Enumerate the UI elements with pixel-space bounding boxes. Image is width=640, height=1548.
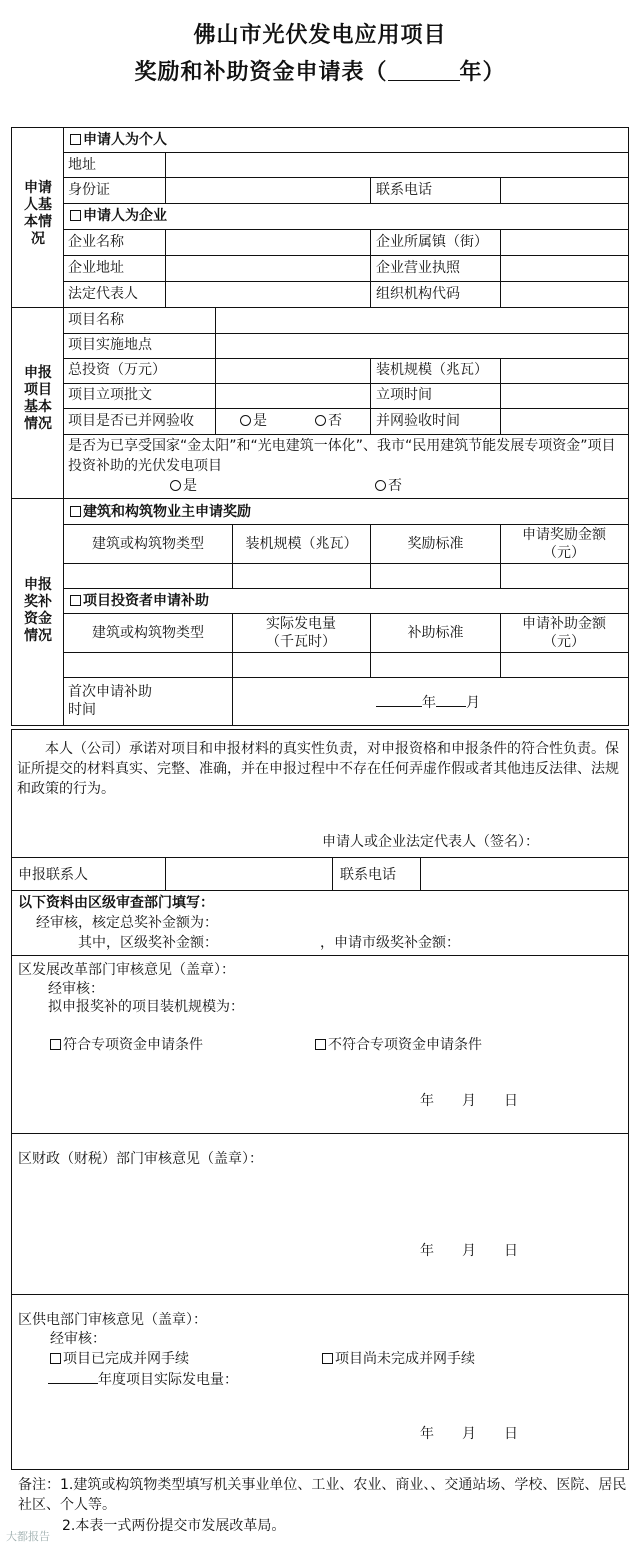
approval-time-label: 立项时间: [376, 387, 432, 403]
subsidized-yes-radio[interactable]: 是: [170, 477, 197, 495]
section-applicant-label: 申请人基本情况: [24, 180, 52, 247]
power-notdone-checkbox[interactable]: 项目尚未完成并网手续: [322, 1350, 475, 1368]
investor-col-generation: 实际发电量（千瓦时）: [266, 616, 336, 650]
org-code-label: 组织机构代码: [376, 286, 460, 302]
legal-rep-label: 法定代表人: [68, 286, 138, 302]
owner-col-amount: 申请奖励金额（元）: [522, 527, 606, 561]
enterprise-checkbox[interactable]: 申请人为企业: [70, 207, 167, 225]
section-project-label: 申报项目基本情况: [24, 365, 52, 432]
contact-phone-label: 联系电话: [340, 867, 396, 883]
power-date: 年 月 日: [420, 1426, 518, 1442]
grid-accept-time-label: 并网验收时间: [376, 413, 460, 429]
owner-col-type: 建筑或构筑物类型: [92, 536, 204, 552]
business-license-label: 企业营业执照: [376, 260, 460, 276]
owner-col-capacity: 装机规模（兆瓦）: [245, 536, 358, 552]
personal-checkbox[interactable]: 申请人为个人: [70, 131, 167, 149]
year-blank[interactable]: [388, 60, 460, 81]
grid-no-radio[interactable]: 否: [315, 412, 342, 430]
dev-checked: 经审核：: [48, 981, 104, 997]
owner-col-standard: 奖励标准: [407, 536, 464, 552]
first-time-date[interactable]: 年 月: [376, 692, 480, 712]
address-label: 地址: [68, 157, 96, 173]
owner-checkbox[interactable]: 建筑和构筑物业主申请奖励: [70, 503, 251, 521]
dev-date: 年 月 日: [420, 1093, 518, 1109]
subsidized-question: 是否为已享受国家“金太阳”和“光电建筑一体化”、我市“民用建筑节能发展专项资金”项目投资补助的光伏发电项目: [68, 438, 616, 474]
contact-person-label: 申报联系人: [18, 867, 88, 883]
declaration-text: 本人（公司）承诺对项目和申报材料的真实性负责，对申报资格和申报条件的符合性负责。保证所提交的材料真实、完整、准确，并在申报过程中不存在任何弄虚作假或者其他违反法律、法规和政策的行为。: [17, 741, 619, 797]
investor-col-amount: 申请补助金额（元）: [522, 616, 606, 650]
form-title-line2: 奖励和补助资金申请表（ 年）: [134, 60, 506, 85]
review-total: 经审核，核定总奖补金额为：: [36, 915, 218, 931]
power-checked: 经审核：: [50, 1331, 106, 1347]
review-district: 其中，区级奖补金额：: [78, 935, 218, 951]
approval-doc-label: 项目立项批文: [68, 387, 152, 403]
dev-capacity: 拟申报奖补的项目装机规模为：: [48, 999, 244, 1015]
project-location-label: 项目实施地点: [68, 337, 152, 353]
review-header: 以下资料由区级审查部门填写：: [18, 895, 214, 911]
first-time-label: 首次申请补助时间: [68, 684, 152, 718]
fin-review-header: 区财政（财税）部门审核意见（盖章）：: [18, 1151, 263, 1167]
watermark: 大都报告: [6, 1530, 50, 1543]
id-card-label: 身份证: [68, 182, 110, 198]
power-done-checkbox[interactable]: 项目已完成并网手续: [50, 1350, 189, 1368]
power-generation: 年度项目实际发电量：: [48, 1369, 238, 1389]
company-name-label: 企业名称: [68, 234, 124, 250]
phone-label: 联系电话: [376, 182, 432, 198]
grid-accepted-label: 项目是否已并网验收: [68, 413, 194, 429]
grid-yes-radio[interactable]: 是: [240, 412, 267, 430]
company-town-label: 企业所属镇（街）: [376, 234, 488, 250]
dev-ok-checkbox[interactable]: 符合专项资金申请条件: [50, 1036, 203, 1054]
signature-label: 申请人或企业法定代表人（签名）：: [322, 834, 539, 850]
dev-notok-checkbox[interactable]: 不符合专项资金申请条件: [315, 1036, 482, 1054]
notes-line2: 2.本表一式两份提交市发展改革局。: [62, 1518, 286, 1534]
total-investment-label: 总投资（万元）: [68, 362, 166, 378]
capacity-label: 装机规模（兆瓦）: [376, 362, 488, 378]
form-title-line1: 佛山市光伏发电应用项目: [193, 23, 447, 48]
project-name-label: 项目名称: [68, 312, 124, 328]
review-city: ，申请市级奖补金额：: [320, 935, 460, 951]
investor-col-type: 建筑或构筑物类型: [92, 625, 204, 641]
section-funding-label: 申报奖补资金情况: [24, 577, 52, 644]
dev-review-header: 区发展改革部门审核意见（盖章）：: [18, 962, 235, 978]
investor-checkbox[interactable]: 项目投资者申请补助: [70, 592, 209, 610]
notes-line1: 备注：1.建筑或构筑物类型填写机关事业单位、工业、农业、商业、、交通站场、学校、医院、居民社区、个人等。: [18, 1477, 627, 1513]
power-review-header: 区供电部门审核意见（盖章）：: [18, 1312, 207, 1328]
investor-col-standard: 补助标准: [407, 625, 464, 641]
subsidized-no-radio[interactable]: 否: [375, 477, 402, 495]
company-address-label: 企业地址: [68, 260, 124, 276]
fin-date: 年 月 日: [420, 1243, 518, 1259]
